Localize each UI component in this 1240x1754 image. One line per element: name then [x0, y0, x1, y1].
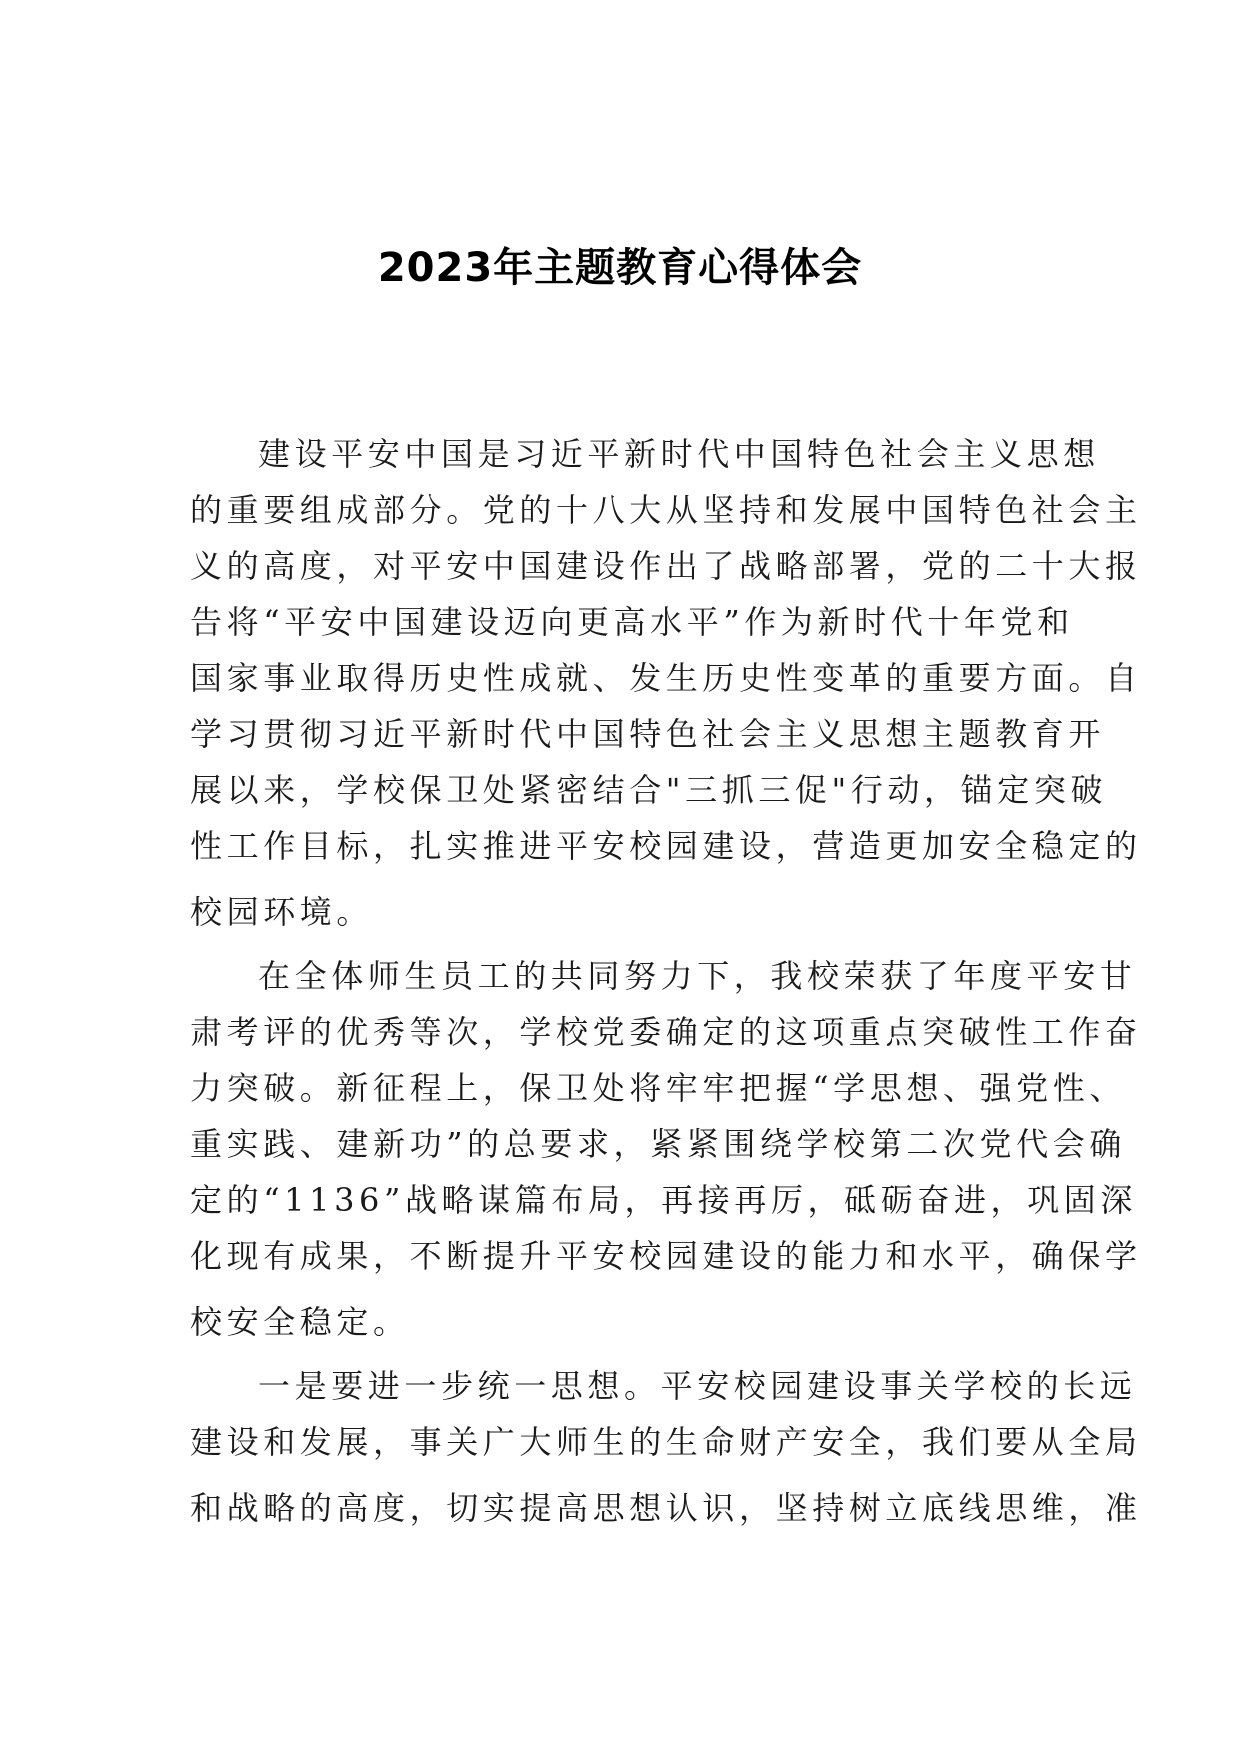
paragraph-3-line-1: 一是要进一步统一思想。平安校园建设事关学校的长远 [258, 1367, 1137, 1405]
paragraph-1-line-7: 展以来，学校保卫处紧密结合"三抓三促"行动，锚定突破 [190, 771, 1108, 809]
paragraph-2-line-3: 力突破。新征程上，保卫处将牢牢把握“学思想、强党性、 [190, 1069, 1126, 1107]
document-title: 2023年主题教育心得体会 [377, 245, 863, 291]
paragraph-3-line-2: 建设和发展，事关广大师生的生命财产安全，我们要从全局 [190, 1423, 1142, 1461]
paragraph-spacer [190, 940, 1050, 948]
paragraph-1-line-1: 建设平安中国是习近平新时代中国特色社会主义思想 [258, 435, 1100, 473]
paragraph-2-line-7: 校安全稳定。 [190, 1303, 410, 1341]
paragraph-1-line-6: 学习贯彻习近平新时代中国特色社会主义思想主题教育开 [190, 715, 1106, 753]
paragraph-1-line-5: 国家事业取得历史性成就、发生历史性变革的重要方面。自 [190, 659, 1142, 697]
paragraph-3-line-3: 和战略的高度，切实提高思想认识，坚持树立底线思维，准 [190, 1489, 1142, 1527]
paragraph-2-line-4: 重实践、建新功”的总要求，紧紧围绕学校第二次党代会确 [190, 1125, 1126, 1163]
paragraph-1-line-8: 性工作目标，扎实推进平安校园建设，营造更加安全稳定的 [190, 827, 1142, 865]
paragraph-2-line-1: 在全体师生员工的共同努力下，我校荣获了年度平安甘 [258, 957, 1137, 995]
paragraph-1-line-4: 告将“平安中国建设迈向更高水平”作为新时代十年党和 [190, 603, 1074, 641]
paragraph-2-line-2: 肃考评的优秀等次，学校党委确定的这项重点突破性工作奋 [190, 1013, 1142, 1051]
paragraph-spacer [190, 1350, 1050, 1358]
paragraph-1-line-9: 校园环境。 [190, 893, 374, 931]
paragraph-1-line-2: 的重要组成部分。党的十八大从坚持和发展中国特色社会主 [190, 491, 1142, 529]
document-body [190, 426, 1142, 1536]
paragraph-1-line-3: 义的高度，对平安中国建设作出了战略部署，党的二十大报 [190, 547, 1142, 585]
paragraph-2-line-6: 化现有成果，不断提升平安校园建设的能力和水平，确保学 [190, 1237, 1142, 1275]
paragraph-2-line-5: 定的“1136”战略谋篇布局，再接再厉，砥砺奋进，巩固深 [190, 1181, 1137, 1219]
